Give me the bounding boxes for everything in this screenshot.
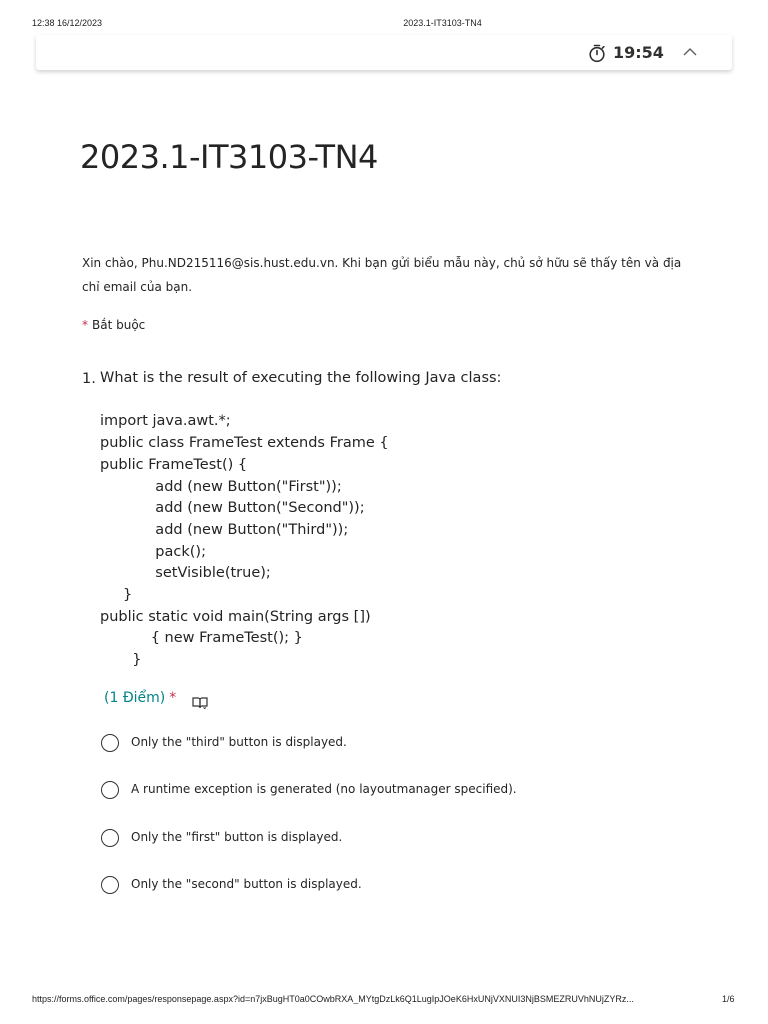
option-label: Only the "third" button is displayed. bbox=[131, 735, 347, 749]
print-url: https://forms.office.com/pages/responsepage.aspx?id=n7jxBugHT0a0COwbRXA_MYtgDzLk6Q1LugIpJOeK6HxUNjVXNUI3NjBSMEZRUVhNUjZYRz... bbox=[32, 994, 634, 1004]
timer-value: 19:54 bbox=[613, 43, 664, 62]
option-label: Only the "second" button is displayed. bbox=[131, 877, 362, 891]
chevron-up-icon[interactable] bbox=[682, 44, 698, 60]
required-star: * bbox=[169, 690, 177, 706]
page-number: 1/6 bbox=[722, 994, 735, 1004]
radio-button[interactable] bbox=[101, 781, 119, 799]
option-2[interactable] bbox=[101, 779, 601, 801]
question-text: What is the result of executing the following Java class: import java.awt.*; public class FrameTest extends Frame { public FrameTest() { add (new Button("First")); add (new Button("Second")); add (new Button("Third")); pack(); setVisible(true); } public static void main(String args []) { new FrameTest(); } } bbox=[100, 370, 502, 669]
print-datetime: 12:38 16/12/2023 bbox=[32, 18, 103, 28]
radio-button[interactable] bbox=[101, 829, 119, 847]
timer-bar bbox=[36, 35, 732, 70]
option-4[interactable] bbox=[101, 874, 601, 896]
required-label: Bắt buộc bbox=[92, 318, 146, 332]
stopwatch-icon bbox=[587, 43, 607, 63]
print-header bbox=[0, 18, 768, 32]
greeting-text: Xin chào, Phu.ND215116@sis.hust.edu.vn. Khi bạn gửi biểu mẫu này, chủ sở hữu sẽ thấy tên và địa chỉ email của bạn. bbox=[82, 256, 682, 294]
radio-button[interactable] bbox=[101, 876, 119, 894]
question-points bbox=[104, 690, 176, 706]
print-doc-title: 2023.1-IT3103-TN4 bbox=[403, 18, 482, 28]
question-number: 1. bbox=[82, 371, 96, 387]
form-title: 2023.1-IT3103-TN4 bbox=[80, 138, 378, 176]
points-label: (1 Điểm) bbox=[104, 690, 166, 706]
print-footer bbox=[0, 994, 768, 1008]
option-label: A runtime exception is generated (no layoutmanager specified). bbox=[131, 782, 517, 796]
option-1[interactable] bbox=[101, 732, 601, 754]
radio-button[interactable] bbox=[101, 734, 119, 752]
immersive-reader-icon[interactable] bbox=[191, 694, 209, 712]
option-label: Only the "first" button is displayed. bbox=[131, 830, 343, 844]
required-star: * bbox=[82, 318, 88, 332]
required-note bbox=[82, 316, 145, 334]
option-3[interactable] bbox=[101, 827, 601, 849]
